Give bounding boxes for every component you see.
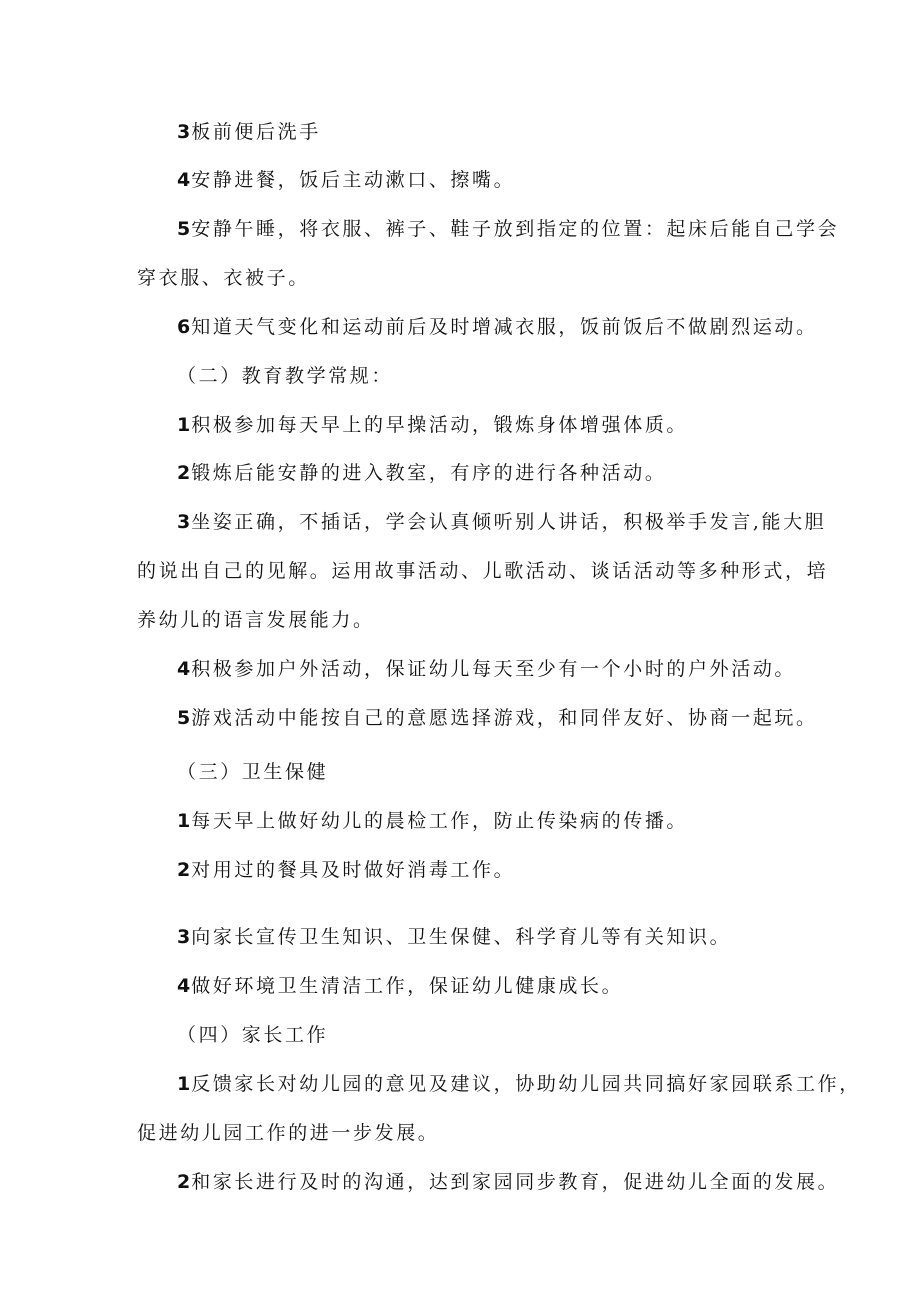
line-text: 和家长进行及时的沟通，达到家园同步教育，促进幼儿全面的发展。	[191, 1171, 840, 1193]
text-line	[177, 119, 321, 145]
text-line	[177, 412, 688, 438]
item-number: 4	[177, 975, 191, 997]
item-number: 3	[177, 511, 191, 533]
text-line	[177, 1071, 861, 1097]
item-number: 6	[177, 316, 191, 338]
text-line	[177, 656, 796, 682]
text-line	[177, 1169, 839, 1195]
text-line	[137, 558, 828, 584]
item-number: 4	[177, 658, 191, 680]
item-number: 1	[177, 1073, 191, 1095]
section-heading	[177, 759, 328, 785]
text-line	[137, 607, 375, 633]
text-line	[177, 808, 688, 834]
line-text: 每天早上做好幼儿的晨检工作，防止传染病的传播。	[191, 810, 689, 832]
line-text: （二）教育教学常规：	[177, 365, 394, 387]
line-text: （四）家长工作	[177, 1024, 329, 1046]
line-text: 游戏活动中能按自己的意愿选择游戏，和同伴友好、协商一起玩。	[191, 707, 818, 729]
line-text: 安静午睡，将衣服、裤子、鞋子放到指定的位置：起床后能自己学会	[191, 218, 840, 240]
line-text: 的说出自己的见解。运用故事活动、儿歌活动、谈话活动等多种形式，培	[137, 560, 829, 582]
line-text: 坐姿正确，不插话，学会认真倾听别人讲话，积极举手发言,能大胆	[191, 511, 827, 533]
line-text: 对用过的餐具及时做好消毒工作。	[191, 859, 516, 881]
item-number: 3	[177, 121, 191, 143]
item-number: 1	[177, 414, 191, 436]
text-line	[177, 857, 515, 883]
item-number: 2	[177, 1171, 191, 1193]
item-number: 2	[177, 462, 191, 484]
text-line	[137, 1120, 439, 1146]
line-text: 养幼儿的语言发展能力。	[137, 609, 375, 631]
section-heading	[177, 1022, 328, 1048]
line-text: 板前便后洗手	[191, 121, 321, 143]
item-number: 3	[177, 926, 191, 948]
text-line	[177, 167, 515, 193]
text-line	[177, 705, 818, 731]
text-line	[177, 509, 826, 535]
item-number: 1	[177, 810, 191, 832]
line-text: 反馈家长对幼儿园的意见及建议，协助幼儿园共同搞好家园联系工作，	[191, 1073, 861, 1095]
line-text: 知道天气变化和运动前后及时增减衣服，饭前饭后不做剧烈运动。	[191, 316, 818, 338]
text-line	[177, 216, 839, 242]
line-text: 积极参加户外活动，保证幼儿每天至少有一个小时的户外活动。	[191, 658, 797, 680]
line-text: 安静进餐，饭后主动漱口、擦嘴。	[191, 169, 516, 191]
text-line	[177, 314, 818, 340]
line-text: （三）卫生保健	[177, 761, 329, 783]
item-number: 4	[177, 169, 191, 191]
line-text: 向家长宣传卫生知识、卫生保健、科学育儿等有关知识。	[191, 926, 732, 948]
text-line	[137, 265, 310, 291]
item-number: 5	[177, 707, 191, 729]
item-number: 2	[177, 859, 191, 881]
text-line	[177, 924, 731, 950]
item-number: 5	[177, 218, 191, 240]
line-text: 促进幼儿园工作的进一步发展。	[137, 1122, 440, 1144]
line-text: 积极参加每天早上的早操活动，锻炼身体增强体质。	[191, 414, 689, 436]
line-text: 锻炼后能安静的进入教室，有序的进行各种活动。	[191, 462, 667, 484]
text-line	[177, 460, 666, 486]
section-heading	[177, 363, 393, 389]
line-text: 穿衣服、衣被子。	[137, 267, 310, 289]
line-text: 做好环境卫生清洁工作，保证幼儿健康成长。	[191, 975, 624, 997]
text-line	[177, 973, 623, 999]
